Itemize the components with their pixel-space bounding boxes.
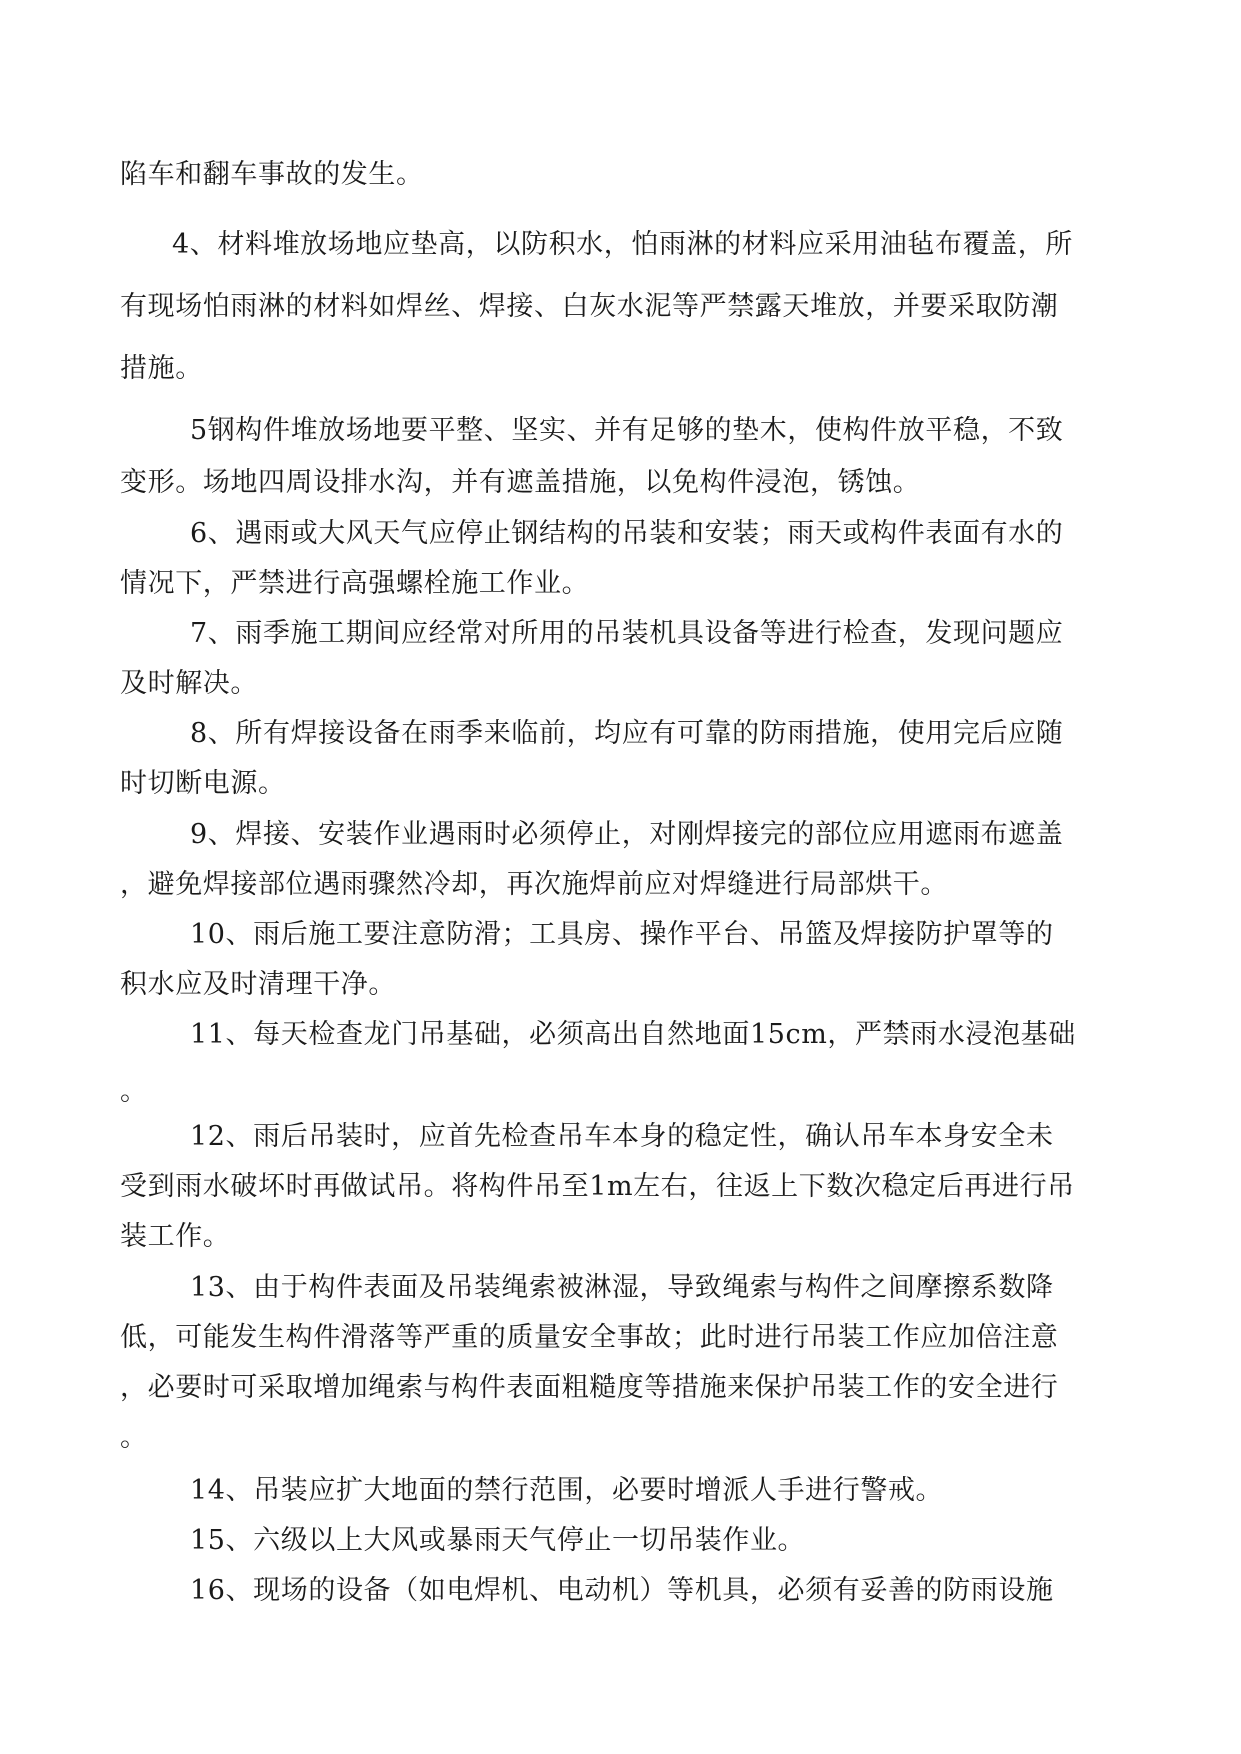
text-line: ，必要时可采取增加绳索与构件表面粗糙度等措施来保护吊装工作的安全进行: [120, 1372, 1059, 1403]
text-line: 装工作。: [120, 1221, 231, 1252]
text-line: 受到雨水破坏时再做试吊。将构件吊至1m左右，往返上下数次稳定后再进行吊: [120, 1171, 1075, 1202]
text-line: 16、现场的设备（如电焊机、电动机）等机具，必须有妥善的防雨设施: [190, 1575, 1054, 1606]
text-line: 时切断电源。: [120, 768, 286, 799]
text-line: 情况下，严禁进行高强螺栓施工作业。: [120, 568, 590, 599]
text-line: 措施。: [120, 353, 203, 384]
text-line: 13、由于构件表面及吊装绳索被淋湿，导致绳索与构件之间摩擦系数降: [190, 1272, 1054, 1303]
text-line: 15、六级以上大风或暴雨天气停止一切吊装作业。: [190, 1525, 806, 1556]
text-line: 变形。场地四周设排水沟，并有遮盖措施，以免构件浸泡，锈蚀。: [120, 467, 921, 498]
text-line: 10、雨后施工要注意防滑；工具房、操作平台、吊篮及焊接防护罩等的: [190, 919, 1054, 950]
text-line: 11、每天检查龙门吊基础，必须高出自然地面15cm，严禁雨水浸泡基础: [190, 1019, 1076, 1050]
text-line: 5钢构件堆放场地要平整、坚实、并有足够的垫木，使构件放平稳，不致: [190, 415, 1064, 446]
text-line: 有现场怕雨淋的材料如焊丝、焊接、白灰水泥等严禁露天堆放，并要采取防潮: [120, 291, 1059, 322]
text-line: 及时解决。: [120, 668, 258, 699]
text-line: 9、焊接、安装作业遇雨时必须停止，对刚焊接完的部位应用遮雨布遮盖: [190, 819, 1064, 850]
text-line: 。: [120, 1422, 148, 1453]
text-line: 。: [120, 1076, 148, 1107]
text-line: ，避免焊接部位遇雨骤然冷却，再次施焊前应对焊缝进行局部烘干。: [120, 869, 948, 900]
text-line: 14、吊装应扩大地面的禁行范围，必要时增派人手进行警戒。: [190, 1475, 944, 1506]
text-line: 8、所有焊接设备在雨季来临前，均应有可靠的防雨措施，使用完后应随: [190, 718, 1064, 749]
text-line: 7、雨季施工期间应经常对所用的吊装机具设备等进行检查，发现问题应: [190, 618, 1064, 649]
text-line: 12、雨后吊装时，应首先检查吊车本身的稳定性，确认吊车本身安全未: [190, 1121, 1054, 1152]
text-line: 4、材料堆放场地应垫高，以防积水，怕雨淋的材料应采用油毡布覆盖，所: [172, 229, 1073, 260]
text-line: 陷车和翻车事故的发生。: [120, 159, 424, 190]
text-line: 6、遇雨或大风天气应停止钢结构的吊装和安装；雨天或构件表面有水的: [190, 518, 1064, 549]
text-line: 积水应及时清理干净。: [120, 969, 396, 1000]
text-line: 低，可能发生构件滑落等严重的质量安全事故；此时进行吊装工作应加倍注意: [120, 1322, 1059, 1353]
